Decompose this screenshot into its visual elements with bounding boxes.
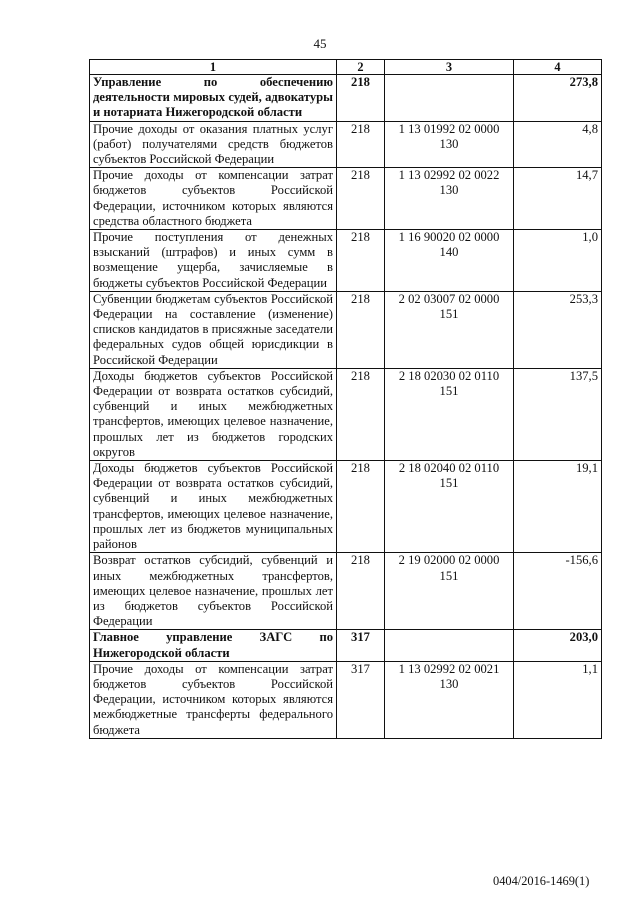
budget-classification-code: 2 18 02030 02 0110 151 <box>385 368 514 460</box>
revenue-name: Доходы бюджетов субъектов Российской Федерации от возврата остатков субсидий, субвенций и иных межбюджетных трансфертов, имеющих целевое назначение, прошлых лет из бюджетов муниципальных районов <box>90 461 337 553</box>
column-header: 1 <box>90 60 337 75</box>
revenue-name: Прочие доходы от компенсации затрат бюджетов субъектов Российской Федерации, источником которых являются средства областного бюджета <box>90 168 337 230</box>
revenue-name: Возврат остатков субсидий, субвенций и иных межбюджетных трансфертов, имеющих целевое назначение, прошлых лет из бюджетов субъектов Российской Федерации <box>90 553 337 630</box>
document-code: 0404/2016-1469(1) <box>493 874 590 888</box>
budget-classification-code: 1 13 02992 02 0021 130 <box>385 661 514 738</box>
budget-classification-code: 2 18 02040 02 0110 151 <box>385 461 514 553</box>
amount: 4,8 <box>514 121 602 168</box>
budget-classification-code: 1 16 90020 02 0000 140 <box>385 230 514 292</box>
revenue-name: Доходы бюджетов субъектов Российской Федерации от возврата остатков субсидий, субвенций и иных межбюджетных трансфертов, имеющих целевое назначение, прошлых лет из бюджетов городских округов <box>90 368 337 460</box>
admin-code: 218 <box>337 168 385 230</box>
revenue-name: Прочие доходы от оказания платных услуг (работ) получателями средств бюджетов субъектов Российской Федерации <box>90 121 337 168</box>
table-row <box>90 168 602 230</box>
table-header-row <box>90 60 602 75</box>
revenue-name: Прочие доходы от компенсации затрат бюджетов субъектов Российской Федерации, источником которых являются межбюджетные трансферты федерального бюджета <box>90 661 337 738</box>
amount: 14,7 <box>514 168 602 230</box>
budget-classification-code: 2 02 03007 02 0000 151 <box>385 291 514 368</box>
admin-code: 218 <box>337 75 385 122</box>
budget-classification-code: 2 19 02000 02 0000 151 <box>385 553 514 630</box>
amount: 19,1 <box>514 461 602 553</box>
table-row <box>90 121 602 168</box>
table-row <box>90 368 602 460</box>
amount: 203,0 <box>514 630 602 661</box>
admin-code: 218 <box>337 291 385 368</box>
table-row <box>90 75 602 122</box>
budget-classification-code <box>385 630 514 661</box>
column-header: 2 <box>337 60 385 75</box>
amount: 253,3 <box>514 291 602 368</box>
budget-classification-code: 1 13 01992 02 0000 130 <box>385 121 514 168</box>
revenue-table <box>89 59 602 739</box>
amount: -156,6 <box>514 553 602 630</box>
table-row <box>90 630 602 661</box>
table-row <box>90 291 602 368</box>
revenue-name: Управление по обеспечению деятельности мировых судей, адвокатуры и нотариата Нижегородской области <box>90 75 337 122</box>
revenue-name: Главное управление ЗАГС по Нижегородской области <box>90 630 337 661</box>
budget-classification-code: 1 13 02992 02 0022 130 <box>385 168 514 230</box>
admin-code: 317 <box>337 661 385 738</box>
admin-code: 317 <box>337 630 385 661</box>
column-header: 4 <box>514 60 602 75</box>
admin-code: 218 <box>337 121 385 168</box>
revenue-name: Прочие поступления от денежных взысканий (штрафов) и иных сумм в возмещение ущерба, зачисляемые в бюджеты субъектов Российской Федерации <box>90 230 337 292</box>
amount: 137,5 <box>514 368 602 460</box>
table-row <box>90 553 602 630</box>
amount: 1,0 <box>514 230 602 292</box>
table-row <box>90 230 602 292</box>
page-number: 45 <box>313 36 327 51</box>
column-header: 3 <box>385 60 514 75</box>
admin-code: 218 <box>337 368 385 460</box>
admin-code: 218 <box>337 230 385 292</box>
admin-code: 218 <box>337 461 385 553</box>
amount: 1,1 <box>514 661 602 738</box>
admin-code: 218 <box>337 553 385 630</box>
budget-classification-code <box>385 75 514 122</box>
table-row <box>90 461 602 553</box>
table-row <box>90 661 602 738</box>
revenue-name: Субвенции бюджетам субъектов Российской Федерации на составление (изменение) списков кандидатов в присяжные заседатели федеральных судов общей юрисдикции в Российской Федерации <box>90 291 337 368</box>
amount: 273,8 <box>514 75 602 122</box>
